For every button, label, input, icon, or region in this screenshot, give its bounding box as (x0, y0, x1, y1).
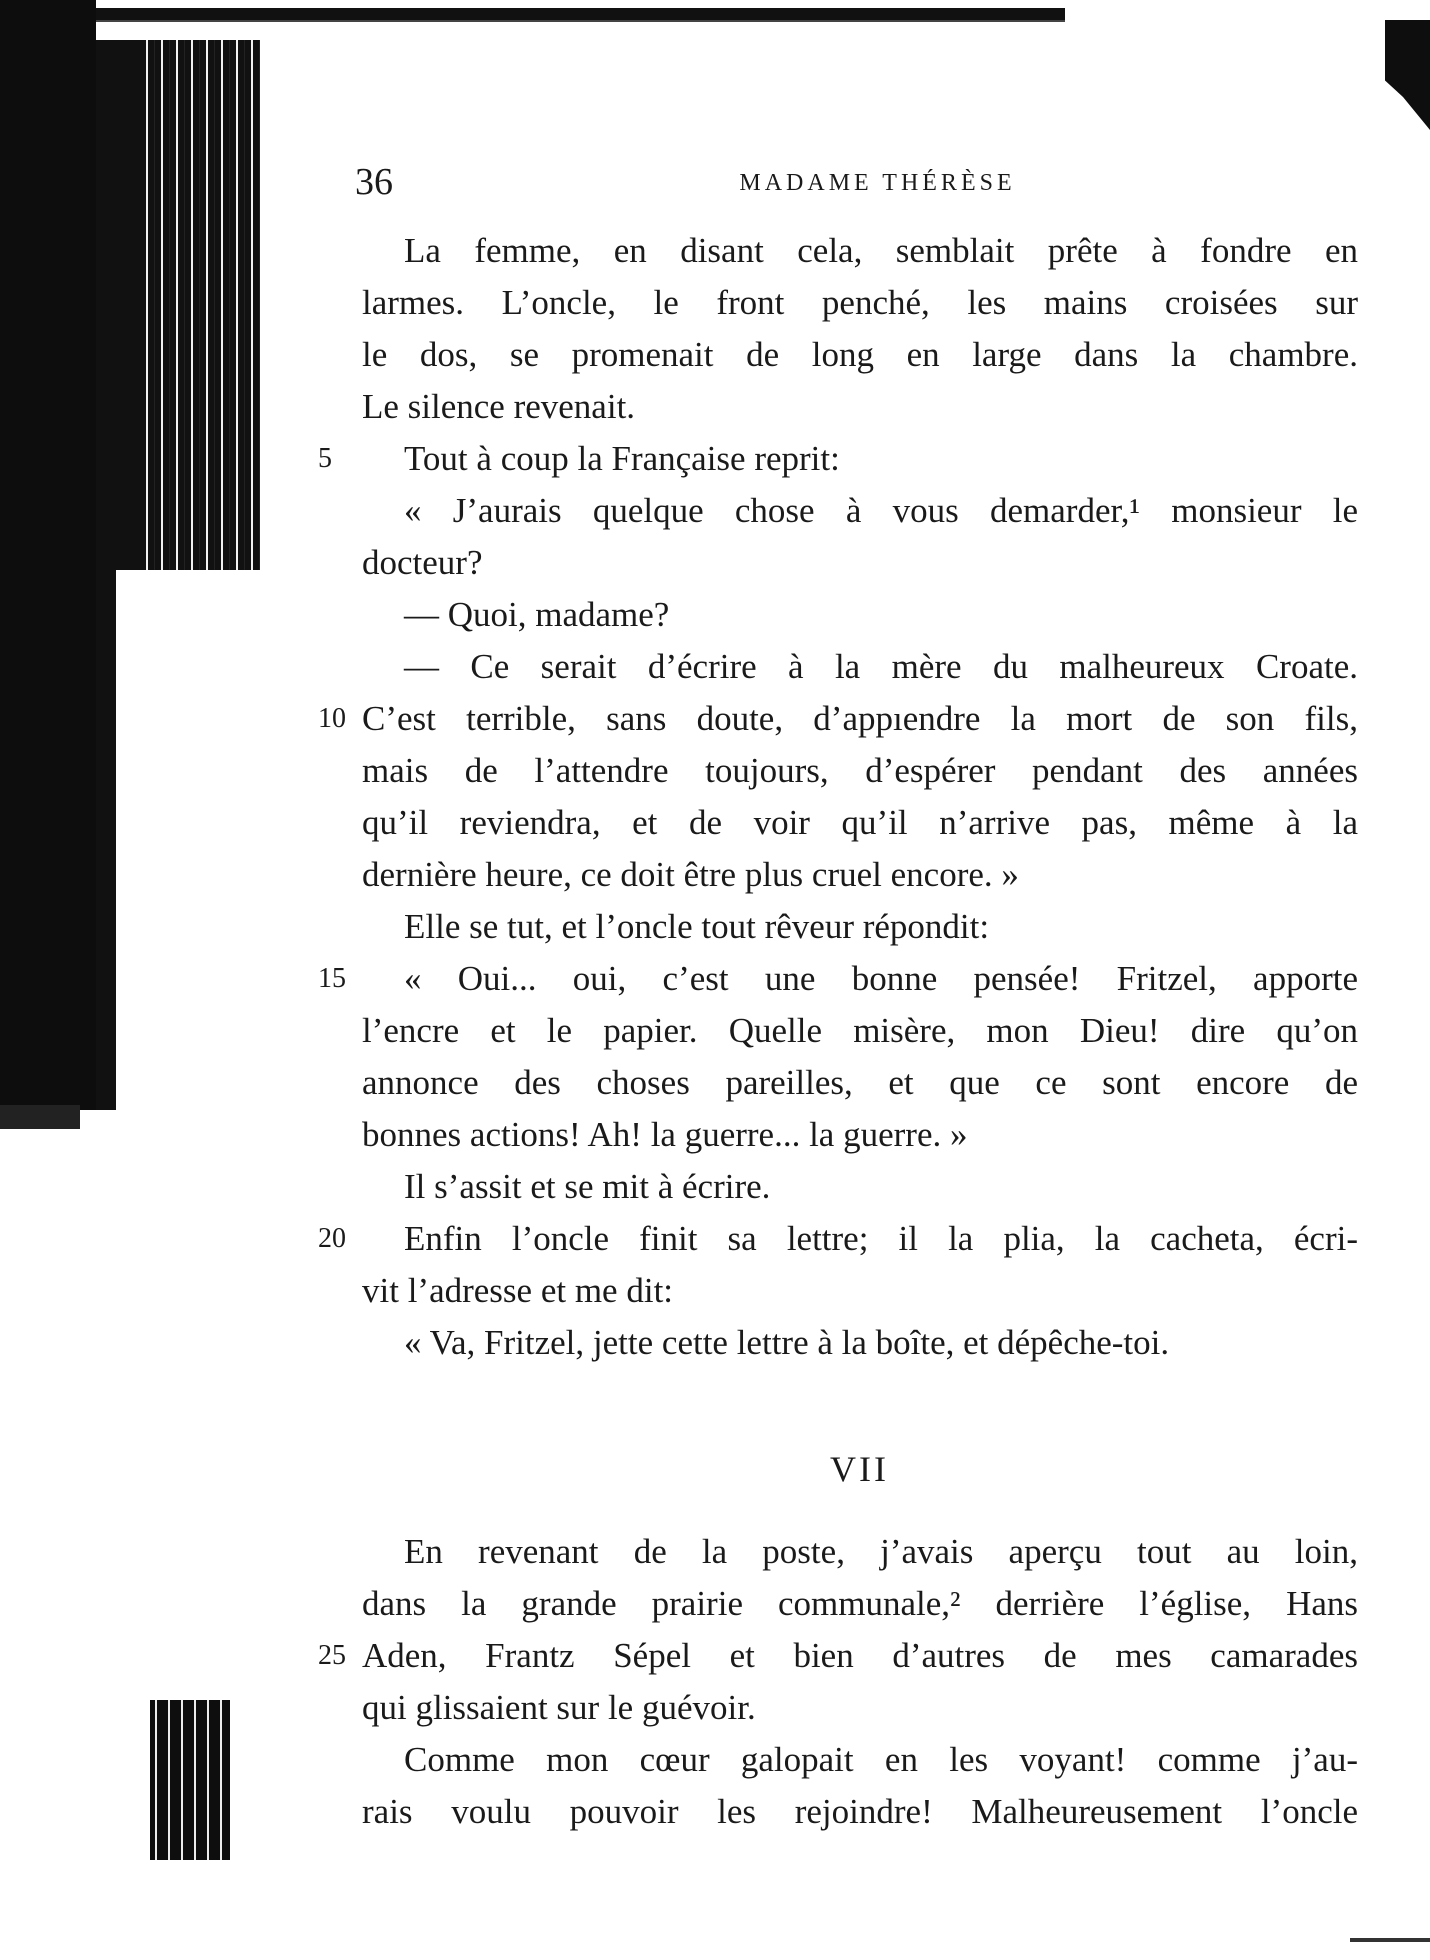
text-line: — Ce serait d’écrire à la mère du malheureux Croate. (404, 647, 1358, 686)
text-line: « J’aurais quelque chose à vous demarder,¹ monsieur le (404, 491, 1358, 530)
text-line: mais de l’attendre toujours, d’espérer pendant des années (362, 751, 1358, 790)
text-line: annonce des choses pareilles, et que ce sont encore de (362, 1063, 1358, 1102)
line-number: 15 (318, 963, 346, 994)
running-title: MADAME THÉRÈSE (739, 170, 1016, 196)
text-line: qui glissaient sur le guévoir. (362, 1688, 756, 1727)
text-line: vit l’adresse et me dit: (362, 1271, 674, 1310)
text-line: le dos, se promenait de long en large dans la chambre. (362, 335, 1358, 374)
page-header (355, 160, 1360, 220)
line-number: 10 (318, 703, 346, 734)
scan-binding-shadow (140, 40, 260, 570)
line-number: 20 (318, 1223, 346, 1254)
text-line: Tout à coup la Française reprit: (404, 439, 840, 478)
scan-edge-right (1385, 20, 1430, 130)
text-line: dernière heure, ce doit être plus cruel encore. » (362, 855, 1019, 894)
scan-edge-top-thin (0, 20, 1065, 22)
line-number: 5 (318, 443, 332, 474)
line-number: 25 (318, 1640, 346, 1671)
chapter-heading: VII (830, 1449, 889, 1489)
scan-binding-shadow-bottom (150, 1700, 230, 1860)
text-line: « Oui... oui, c’est une bonne pensée! Fritzel, apporte (404, 959, 1358, 998)
text-line: rais voulu pouvoir les rejoindre! Malheureusement l’oncle (362, 1792, 1358, 1831)
text-line: qu’il reviendra, et de voir qu’il n’arrive pas, même à la (362, 803, 1358, 842)
text-line: Comme mon cœur galopait en les voyant! comme j’au- (404, 1740, 1358, 1779)
text-line: — Quoi, madame? (404, 595, 670, 634)
text-line: Il s’assit et se mit à écrire. (404, 1167, 771, 1206)
text-line: dans la grande prairie communale,² derrière l’église, Hans (362, 1584, 1358, 1623)
text-line: l’encre et le papier. Quelle misère, mon Dieu! dire qu’on (362, 1011, 1358, 1050)
text-line: docteur? (362, 543, 483, 582)
text-line: La femme, en disant cela, semblait prête à fondre en (404, 231, 1358, 270)
text-line: Elle se tut, et l’oncle tout rêveur répondit: (404, 907, 990, 946)
text-line: C’est terrible, sans doute, d’appıendre la mort de son fils, (362, 699, 1358, 738)
text-line: bonnes actions! Ah! la guerre... la guerre. » (362, 1115, 968, 1154)
scan-edge-bottom-right (1350, 1938, 1430, 1942)
text-line: « Va, Fritzel, jette cette lettre à la boîte, et dépêche-toi. (404, 1323, 1170, 1362)
text-line: Enfin l’oncle finit sa lettre; il la plia, la cacheta, écri- (404, 1219, 1358, 1258)
text-line: Le silence revenait. (362, 387, 636, 426)
scan-edge-notch (0, 1105, 80, 1129)
text-line: larmes. L’oncle, le front penché, les mains croisées sur (362, 283, 1358, 322)
text-line: Aden, Frantz Sépel et bien d’autres de mes camarades (362, 1636, 1358, 1675)
page-number: 36 (355, 161, 393, 203)
text-line: En revenant de la poste, j’avais aperçu tout au loin, (404, 1532, 1358, 1571)
scan-edge-left (0, 0, 96, 1110)
scan-edge-left-tail (96, 560, 116, 1110)
